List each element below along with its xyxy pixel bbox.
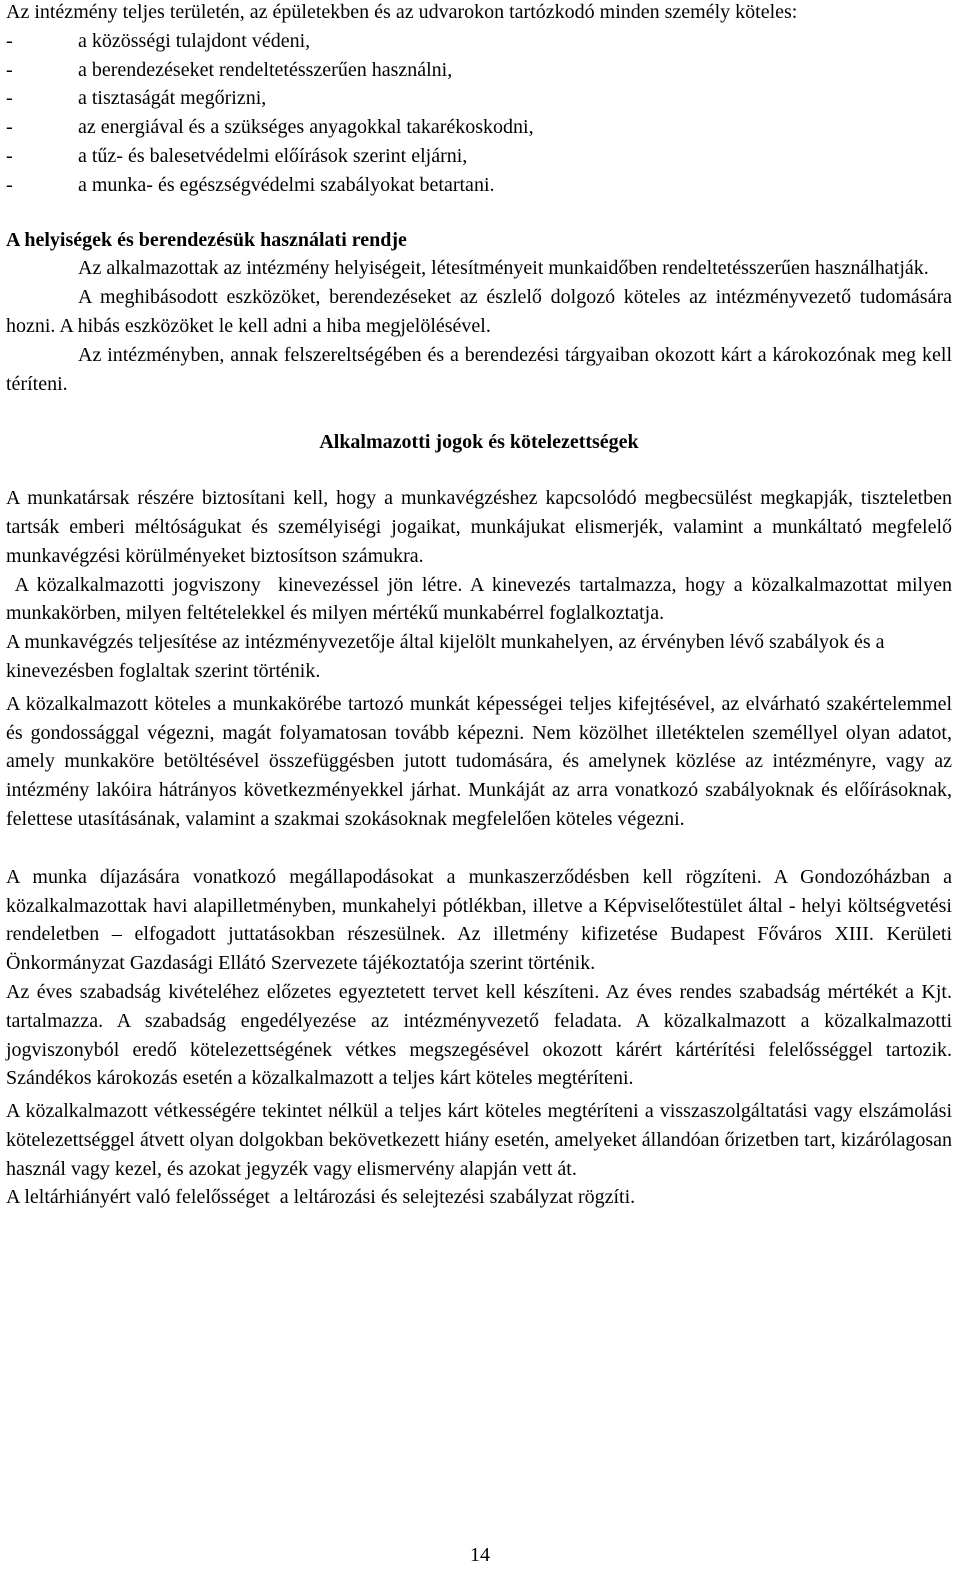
paragraph: A munkavégzés teljesítése az intézményvezetője által kijelölt munkahelyen, az érvényben lévő szabályok és a kinevezésben foglaltak szerint történik. bbox=[6, 631, 885, 682]
list-item bbox=[6, 56, 952, 85]
paragraph: A meghibásodott eszközöket, berendezéseket az észlelő dolgozó köteles az intézményvezető tudomására hozni. A hibás eszközöket le kell adni a hiba megjelölésével. bbox=[6, 286, 952, 337]
section-heading-premises: A helyiségek és berendezésük használati rendje bbox=[6, 228, 407, 251]
paragraph: Az intézményben, annak felszereltségében és a berendezési tárgyaiban okozott kárt a károkozónak meg kell téríteni. bbox=[6, 343, 952, 395]
list-item-text: a tűz- és balesetvédelmi előírások szerint eljárni, bbox=[78, 144, 468, 167]
list-dash: - bbox=[6, 87, 13, 110]
list-dash: - bbox=[6, 29, 13, 52]
list-item-text: az energiával és a szükséges anyagokkal takarékoskodni, bbox=[78, 116, 534, 139]
paragraph: A közalkalmazott vétkességére tekintet nélkül a teljes kárt köteles megtéríteni a visszaszolgáltatási vagy elszámolási kötelezettséggel átvett olyan dolgokban bekövetkezett hiány esetén, amelyeket állandóan őrizetben tart, kizárólagosan használ vagy kezel, és azokat jegyzék vagy elismervény alapján vett át. bbox=[6, 1100, 952, 1180]
paragraph: A munka díjazására vonatkozó megállapodásokat a munkaszerződésben kell rögzíteni. A Gondozóházban a közalkalmazottak havi alapilletményben, munkahelyi pótlékban, illetve a Képviselőtestület által - helyi költségvetési rendeletben – elfogadott juttatásokban részesülnek. Az illetmény kifizetése Budapest Főváros XIII. Kerületi Önkormányzat Gazdasági Ellátó Szervezete tájékoztatója szerint történik. bbox=[6, 865, 952, 975]
list-item bbox=[6, 171, 952, 200]
list-item bbox=[6, 84, 952, 113]
list-item-text: a tisztaságát megőrizni, bbox=[78, 87, 267, 110]
list-item-text: a berendezéseket rendeltetésszerűen használni, bbox=[78, 58, 453, 81]
list-item-text: a munka- és egészségvédelmi szabályokat betartani. bbox=[78, 173, 495, 196]
paragraph: Az alkalmazottak az intézmény helyiségeit, létesítményeit munkaidőben rendeltetésszerűen használhatják. bbox=[78, 257, 929, 280]
paragraph: A közalkalmazott köteles a munkakörébe tartozó munkát képességei teljes kifejtésével, az elvárható szakértelemmel és gondossággal végezni, magát folyamatosan tovább képezni. Nem közölhet illetéktelen személlyel olyan adatot, amely munkaköre betöltésével összefüggésben jutott tudomására, és amelynek közlése az intézményre, vagy az intézmény lakóira hátrányos következményekkel járhat. Munkáját az arra vonatkozó szabályoknak és előírásoknak, felettese utasításának, valamint a szakmai szokásoknak megfelelően köteles végezni. bbox=[6, 692, 952, 830]
paragraph: Az éves szabadság kivételéhez előzetes egyeztetett tervet kell készíteni. Az éves rendes szabadság mértékét a Kjt. tartalmazza. A szabadság engedélyezése az intézményvezető feladata. A közalkalmazott a közalkalmazotti jogviszonyból eredő kötelezettségének vétkes megszegésével okozott kárért kártérítési felelősséggel tartozik. Szándékos károkozás esetén a közalkalmazott a teljes kárt köteles megtéríteni. bbox=[6, 980, 952, 1090]
list-dash: - bbox=[6, 116, 13, 139]
duties-list bbox=[6, 27, 952, 200]
document-page bbox=[6, 0, 957, 1212]
list-dash: - bbox=[6, 173, 13, 196]
section-heading-rights: Alkalmazotti jogok és kötelezettségek bbox=[319, 431, 639, 454]
paragraph: A leltárhiányért való felelősséget a leltározási és selejtezési szabályzat rögzíti. bbox=[6, 1186, 636, 1209]
list-item bbox=[6, 27, 952, 56]
list-item-text: a közösségi tulajdont védeni, bbox=[78, 29, 311, 52]
paragraph: A munkatársak részére biztosítani kell, hogy a munkavégzéshez kapcsolódó megbecsülést megkapják, tiszteletben tartsák emberi méltóságukat és személyiségi jogaikat, munkájukat elismerjék, valamint a munkáltató megfelelő munkavégzési körülményeket biztosítson számukra. bbox=[6, 487, 952, 567]
page-number: 14 bbox=[470, 1544, 490, 1566]
list-item bbox=[6, 113, 952, 142]
intro-paragraph: Az intézmény teljes területén, az épületekben és az udvarokon tartózkodó minden személy köteles: bbox=[6, 1, 798, 23]
paragraph: A közalkalmazotti jogviszony kinevezéssel jön létre. A kinevezés tartalmazza, hogy a közalkalmazottat milyen munkakörben, milyen feltételekkel és milyen mértékű munkabérrel foglalkoztatja. bbox=[6, 573, 957, 625]
list-dash: - bbox=[6, 144, 13, 167]
list-dash: - bbox=[6, 58, 13, 81]
list-item bbox=[6, 142, 952, 171]
